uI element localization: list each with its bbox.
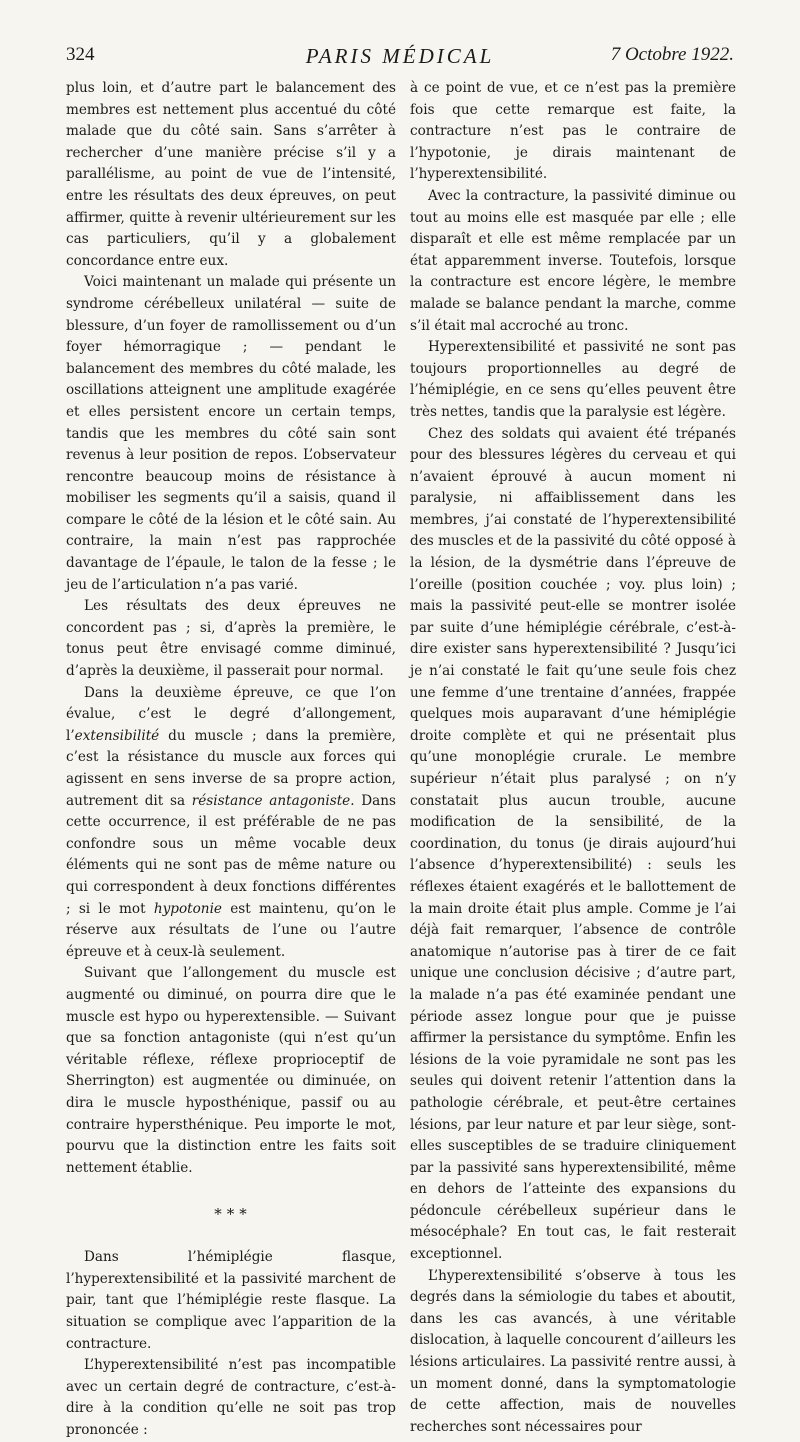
paragraph: Chez des soldats qui avaient été trépanés pour des blessures légères du cerveau et qui n’avaient éprouvé à aucun moment ni paralysie, ni affaiblissement dans les membres, j’ai constaté de l’hyperextensibilité des muscles et de la passivité du côté opposé à la lésion, de la dysmétrie dans l’épreuve de l’oreille (position couchée ; voy. plus loin) ; mais la passivité peut-elle se montrer isolée par suite d’une hémiplégie cérébrale, c’est-à-dire exister sans hyperextensibilité ? Jusqu’ici je n’ai constaté le fait qu’une seule fois chez une femme d’une trentaine d’années, frappée quelques mois auparavant d’une hémiplégie droite complète et qui ne présentait plus qu’une monoplégie crurale. Le membre supérieur n’était plus paralysé ; on n’y constatait plus aucun trouble, aucune modification de la sensibilité, de la coordination, du tonus (je dirais aujourd’hui l’absence d’hyperextensibilité) : seuls les réflexes étaient exagérés et le ballottement de la main droite était plus ample. Comme je l’ai déjà fait remarquer, l’absence de contrôle anatomique n’autorise pas à tirer de ce fait unique une conclusion décisive ; d’autre part, la malade n’a pas été examinée pendant une période assez longue pour que je puisse affirmer la persistance du symptôme. Enfin les lésions de la voie pyramidale ne sont pas les seules qui doivent retenir l’attention dans la pathologie cérébrale, et peut-être certaines lésions, par leur nature et par leur siège, sont-elles susceptibles de se traduire cliniquement par la passivité sans hyperextensibilité, même en dehors de l’atteinte des expansions du pédoncule cérébelleux supérieur dans le mésocéphale? En tout cas, le fait resterait exceptionnel. xyxy=(410,425,736,1263)
paragraph: L’hyperextensibilité s’observe à tous les degrés dans la sémiologie du tabes et aboutit, dans les cas avancés, à une véritable dislocation, à laquelle concourent d’ailleurs les lésions articulaires. La passivité rentre aussi, à un moment donné, dans la symptomatologie de cette affection, mais de nouvelles recherches sont nécessaires pour xyxy=(410,1267,736,1435)
paragraph: Les résultats des deux épreuves ne concordent pas ; si, d’après la première, le tonus peut être envisagé comme diminué, d’après la deuxième, il passerait pour normal. xyxy=(66,598,396,680)
issue-date: 7 Octobre 1922. xyxy=(610,44,734,65)
text-run: est maintenu, qu’on le réserve aux résultats de l’une ou l’autre épreuve et à ceux-là seulement. xyxy=(66,900,396,960)
journal-title: PARIS MÉDICAL xyxy=(305,44,495,68)
text-run: Dans la deuxième épreuve, ce que l’on évalue, c’est le degré d’allongement, l’ xyxy=(66,684,396,744)
text-run: Dans cette occurrence, il est préférable de ne pas confondre sous un même vocable deux éléments qui ne sont pas de même nature ou qui correspondent à deux fonctions différentes ; si le mot xyxy=(66,792,396,917)
running-header xyxy=(66,44,734,74)
paragraph: Suivant que l’allongement du muscle est augmenté ou diminué, on pourra dire que le muscle est hypo ou hyperextensible. — Suivant que sa fonction antagoniste (qui n’est qu’un véritable réflexe, réflexe proprioceptif de Sherrington) est augmentée ou diminuée, on dira le muscle hyposthénique, passif ou au contraire hypersthénique. Peu importe le mot, pourvu que la distinction entre les faits soit nettement établie. xyxy=(66,965,396,1176)
italic-term: extensibilité xyxy=(74,727,160,744)
page-number: 324 xyxy=(66,44,95,65)
italic-term: résistance antagoniste. xyxy=(191,792,355,809)
paragraph: Hyperextensibilité et passivité ne sont pas toujours proportionnelles au degré de l’hémiplégie, en ce sens qu’elles peuvent être très nettes, tandis que la paralysie est légère. xyxy=(410,339,736,420)
left-column xyxy=(66,78,396,1442)
paragraph xyxy=(66,683,396,964)
section-separator: * * * xyxy=(214,1205,248,1224)
paragraph: L’hyperextensibilité n’est pas incompatible avec un certain degré de contracture, c’est-à-dire à la condition qu’elle ne soit pas trop prononcée : xyxy=(66,1357,396,1439)
paragraph: plus loin, et d’autre part le balancement des membres est nettement plus accentué du côté malade que du côté sain. Sans s’arrêter à rechercher d’une manière précise s’il y a parallélisme, au point de vue de l’intensité, entre les résultats des deux épreuves, on peut affirmer, quitte à revenir ultérieurement sur les cas particuliers, qu’il y a globalement concordance entre eux. xyxy=(66,80,396,269)
right-column xyxy=(410,78,736,1438)
paragraph: Voici maintenant un malade qui présente un syndrome cérébelleux unilatéral — suite de blessure, d’un foyer de ramollissement ou d’un foyer hémorragique ; — pendant le balancement des membres du côté malade, les oscillations atteignent une amplitude exagérée et elles persistent encore un certain temps, tandis que les membres du côté sain sont revenus à leur position de repos. L’observateur rencontre beaucoup moins de résistance à mobiliser les segments qu’il a saisis, quand il compare le côté de la lésion et le côté sain. Au contraire, la main n’est pas rapprochée davantage de l’épaule, le talon de la fesse ; le jeu de l’articulation n’a pas varié. xyxy=(66,274,396,593)
paragraph: Dans l’hémiplégie flasque, l’hyperextensibilité et la passivité marchent de pair, tant que l’hémiplégie reste flasque. La situation se complique avec l’apparition de la contracture. xyxy=(66,1249,396,1352)
italic-term: hypotonie xyxy=(153,900,222,917)
paragraph: Avec la contracture, la passivité diminue ou tout au moins elle est masquée par elle ; elle disparaît et elle est même remplacée par un état apparemment inverse. Toutefois, lorsque la contracture est encore légère, le membre malade se balance pendant la marche, comme s’il était mal accroché au tronc. xyxy=(410,187,736,334)
paragraph: à ce point de vue, et ce n’est pas la première fois que cette remarque est faite, la contracture n’est pas le contraire de l’hypotonie, je dirais maintenant de l’hyperextensibilité. xyxy=(410,80,736,183)
text-run: du muscle ; dans la première, c’est la résistance du muscle aux forces qui agissent en sens inverse de sa propre action, autrement dit sa xyxy=(66,727,396,809)
